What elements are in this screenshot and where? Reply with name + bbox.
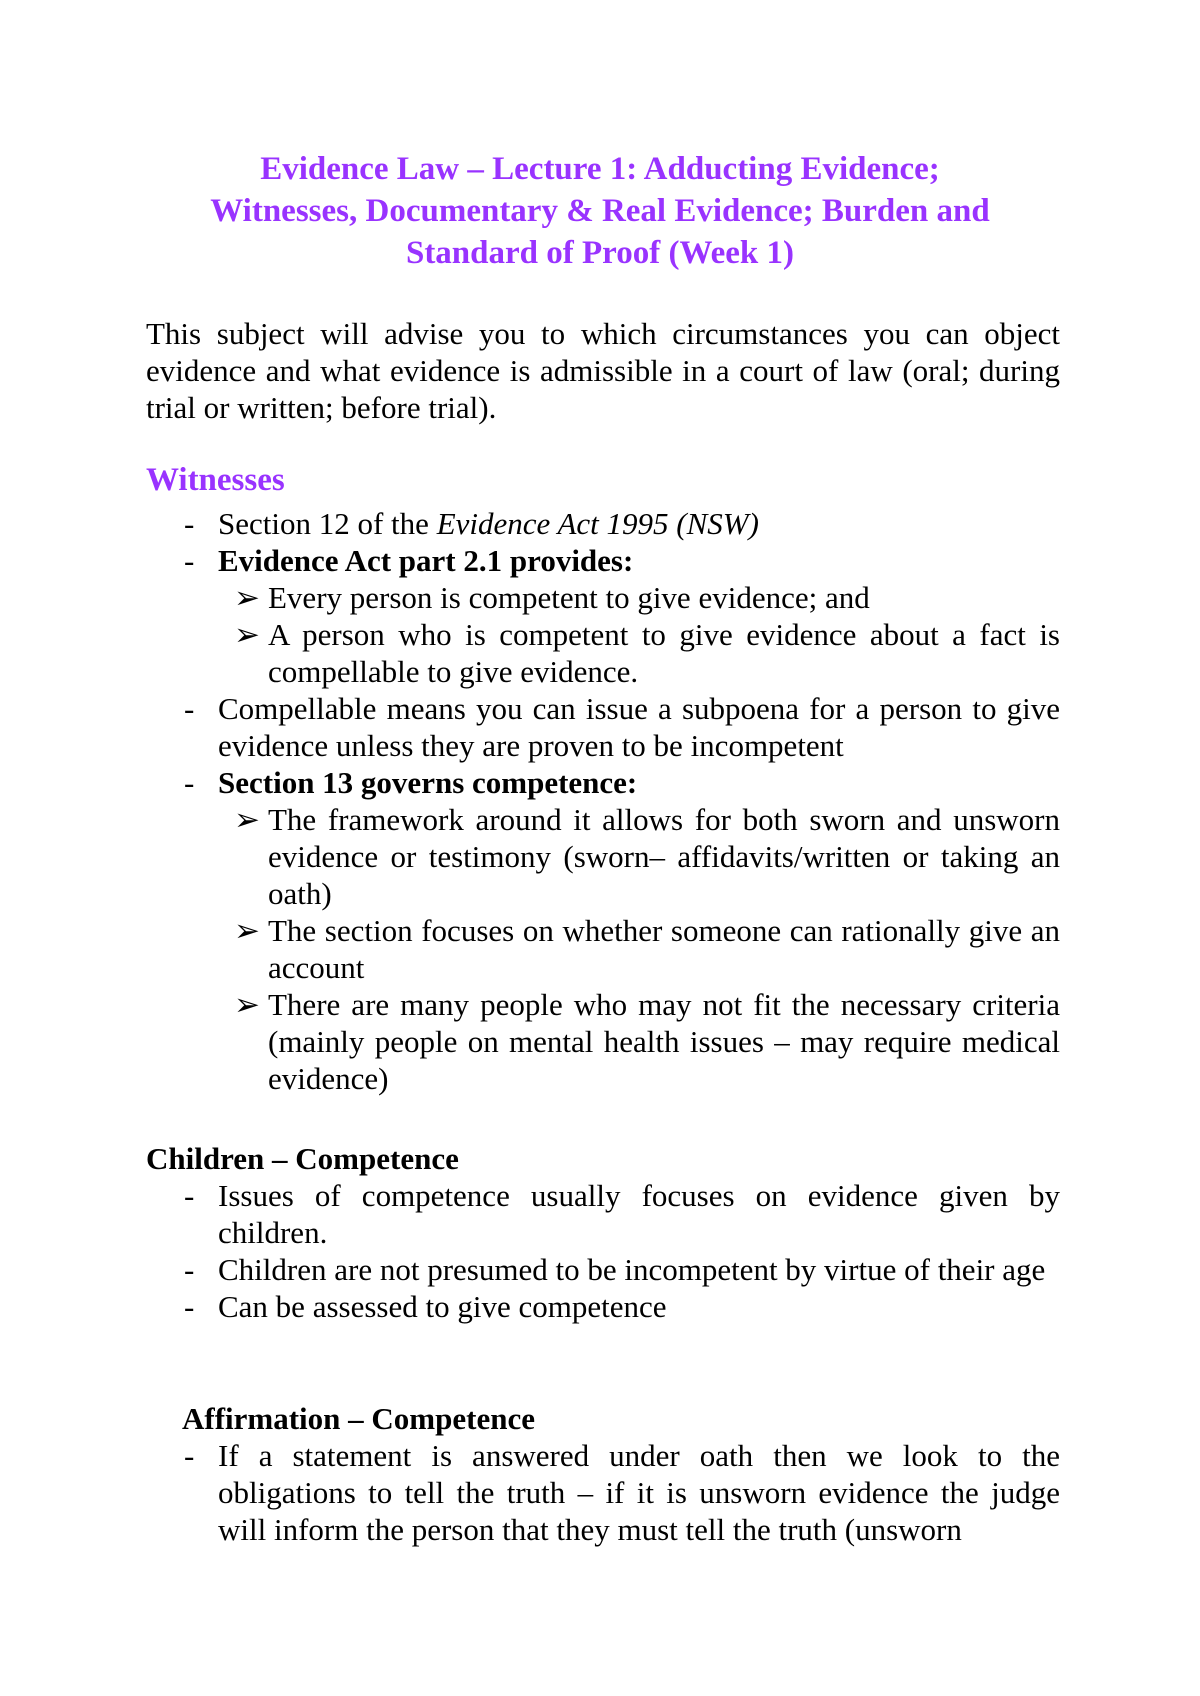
list-item-text: Evidence Act part 2.1 provides:: [218, 543, 634, 578]
list-item-text: Issues of competence usually focuses on evidence given by children.: [218, 1178, 1060, 1250]
witnesses-list: [146, 505, 1060, 1097]
list-item: [146, 1288, 1060, 1325]
arrow-bullet-icon: ➢: [234, 580, 260, 615]
list-item: [146, 1177, 1060, 1251]
sub-item-text: Every person is competent to give evidence; and: [268, 580, 870, 615]
sub-list-item: [146, 912, 1060, 986]
sub-list-item: [146, 616, 1060, 690]
sub-item-text: The framework around it allows for both sworn and unsworn evidence or testimony (sworn– affidavits/written or taking an oath): [268, 802, 1060, 911]
dash-bullet: -: [184, 1289, 195, 1324]
list-item: [146, 690, 1060, 764]
arrow-bullet-icon: ➢: [234, 913, 260, 948]
sub-list-item: [146, 801, 1060, 912]
list-item: [146, 505, 1060, 542]
list-item-text: Section 13 governs competence:: [218, 765, 638, 800]
sub-list-item: [146, 986, 1060, 1097]
title-line: Standard of Proof (Week 1): [405, 235, 795, 271]
dash-bullet: -: [184, 506, 195, 541]
intro-paragraph: This subject will advise you to which circumstances you can object evidence and what evidence is admissible in a court of law (oral; during trial or written; before trial).: [146, 316, 1060, 425]
list-item-text: Section 12 of the: [218, 506, 437, 541]
witnesses-heading: Witnesses: [146, 462, 285, 498]
dash-bullet: -: [184, 543, 195, 578]
title-line: Witnesses, Documentary & Real Evidence; Burden and: [210, 193, 990, 229]
affirmation-list: [146, 1437, 1060, 1548]
list-item-text: If a statement is answered under oath then we look to the obligations to tell the truth – if it is unsworn evidence the judge will inform the person that they must tell the truth (unsworn: [218, 1438, 1060, 1547]
dash-bullet: -: [184, 1438, 195, 1473]
list-item: [146, 764, 1060, 801]
affirmation-heading: Affirmation – Competence: [182, 1401, 535, 1436]
document-title: [140, 148, 1060, 274]
dash-bullet: -: [184, 765, 195, 800]
list-item-text: Can be assessed to give competence: [218, 1289, 667, 1324]
dash-bullet: -: [184, 1178, 195, 1213]
arrow-bullet-icon: ➢: [234, 617, 260, 652]
act-citation: Evidence Act 1995 (NSW): [436, 506, 759, 541]
list-item: [146, 542, 1060, 579]
dash-bullet: -: [184, 1252, 195, 1287]
list-item-text: Children are not presumed to be incompetent by virtue of their age: [218, 1252, 1046, 1287]
sub-item-text: A person who is competent to give evidence about a fact is compellable to give evidence.: [268, 617, 1060, 689]
sub-list-item: [146, 579, 1060, 616]
sub-item-text: There are many people who may not fit the necessary criteria (mainly people on mental health issues – may require medical evidence): [268, 987, 1060, 1096]
arrow-bullet-icon: ➢: [234, 987, 260, 1022]
list-item: [146, 1251, 1060, 1288]
children-heading: Children – Competence: [146, 1141, 459, 1176]
arrow-bullet-icon: ➢: [234, 802, 260, 837]
list-item-text: Compellable means you can issue a subpoena for a person to give evidence unless they are proven to be incompetent: [218, 691, 1060, 763]
title-line: Evidence Law – Lecture 1: Adducting Evidence;: [260, 151, 940, 187]
children-list: [146, 1177, 1060, 1325]
sub-item-text: The section focuses on whether someone can rationally give an account: [268, 913, 1060, 985]
list-item: [146, 1437, 1060, 1548]
dash-bullet: -: [184, 691, 195, 726]
